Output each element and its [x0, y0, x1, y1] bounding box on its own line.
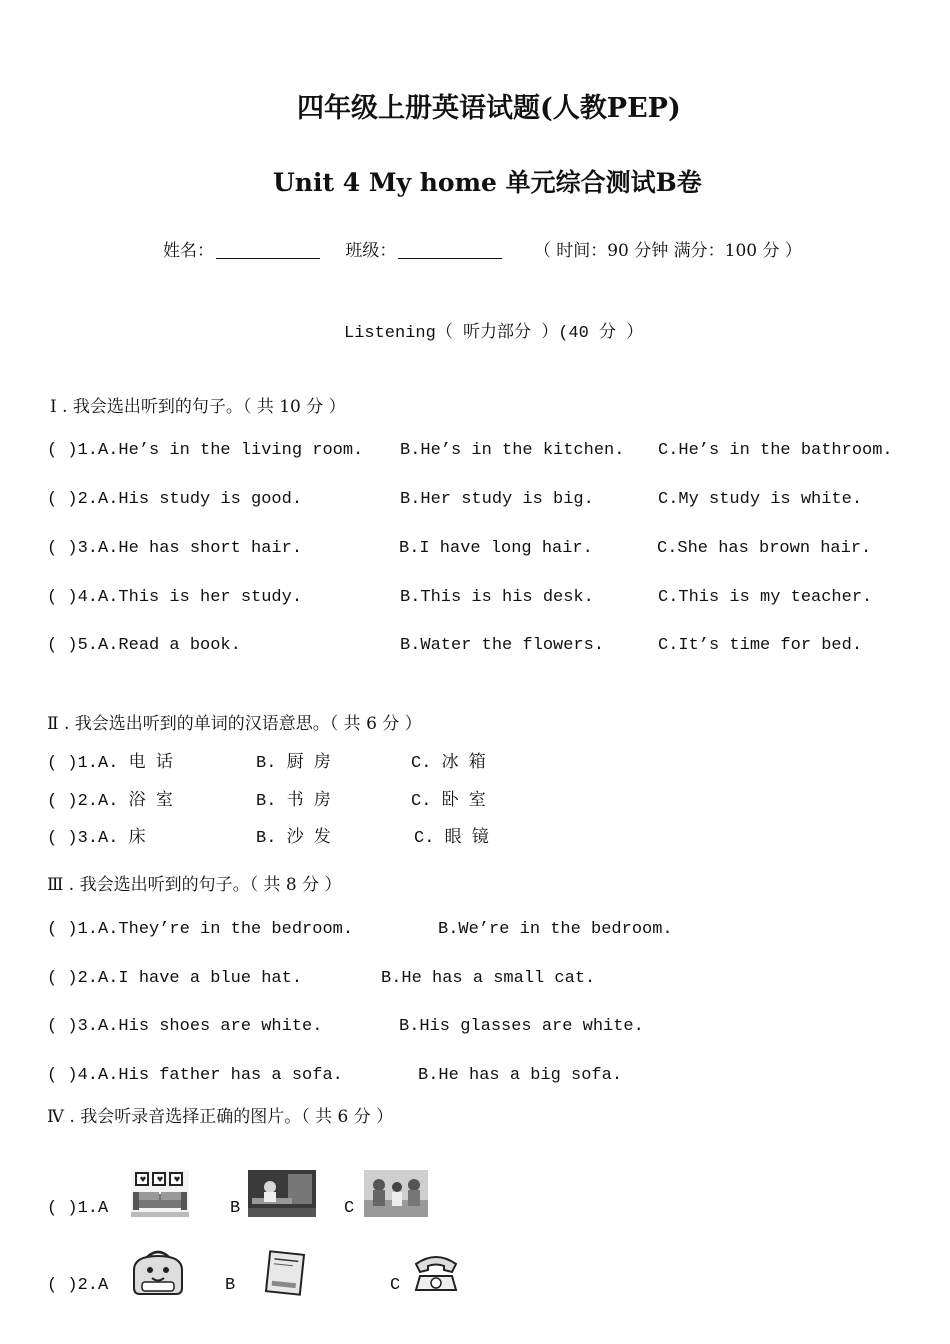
s1-q2-b: B.Her study is big.	[400, 490, 594, 509]
s2-q3: ( )3.A. 床	[47, 829, 146, 848]
s1-q1: ( )1.A.He’s in the living room.	[47, 441, 364, 460]
s1-q2-c: C.My study is white.	[658, 490, 863, 509]
s3-q3: ( )3.A.His shoes are white.	[47, 1017, 323, 1036]
s2-q2-c: C. 卧 室	[411, 792, 486, 811]
s3-q4: ( )4.A.His father has a sofa.	[47, 1066, 343, 1085]
s4-q2-b: B	[225, 1276, 236, 1295]
name-label: 姓名：	[163, 241, 214, 261]
s1-q1-c: C.He’s in the bathroom.	[658, 441, 893, 460]
s3-q2: ( )2.A.I have a blue hat.	[47, 969, 303, 988]
s1-q4-b: B.This is his desk.	[400, 588, 594, 607]
book-icon	[262, 1250, 308, 1300]
s4-q1-c: C	[344, 1199, 355, 1218]
s3-q3-b: B.His glasses are white.	[399, 1017, 644, 1036]
s2-q2: ( )2.A. 浴 室	[47, 792, 173, 811]
s3-q1: ( )1.A.They’re in the bedroom.	[47, 920, 354, 939]
s2-q3-c: C. 眼 镜	[414, 829, 489, 848]
s2-q1-b: B. 厨 房	[256, 754, 331, 773]
s1-q2: ( )2.A.His study is good.	[47, 490, 303, 509]
s4-q1: ( )1.A	[47, 1199, 109, 1218]
section2-title: Ⅱ . 我会选出听到的单词的汉语意思。（ 共 6 分 ）	[47, 714, 422, 734]
s4-q2: ( )2.A	[47, 1276, 109, 1295]
living-room-icon	[131, 1170, 189, 1221]
s2-q3-b: B. 沙 发	[256, 829, 331, 848]
s1-q4: ( )4.A.This is her study.	[47, 588, 303, 607]
class-field[interactable]	[398, 240, 502, 259]
family-photo-icon	[364, 1170, 428, 1221]
s1-q4-c: C.This is my teacher.	[658, 588, 873, 607]
s2-q2-b: B. 书 房	[256, 792, 331, 811]
s2-q1: ( )1.A. 电 话	[47, 754, 173, 773]
s1-q3-b: B.I have long hair.	[399, 539, 593, 558]
study-photo-icon	[248, 1170, 316, 1221]
s1-q5-b: B.Water the flowers.	[400, 636, 605, 655]
s4-q2-c: C	[390, 1276, 401, 1295]
schoolbag-icon	[128, 1248, 188, 1300]
info-line	[163, 236, 802, 261]
s3-q2-b: B.He has a small cat.	[381, 969, 596, 988]
page-title: 四年级上册英语试题(人教PEP)	[297, 93, 681, 124]
page-subtitle: Unit 4 My home 单元综合测试B卷	[273, 168, 702, 197]
s1-q1-b: B.He’s in the kitchen.	[400, 441, 625, 460]
telephone-icon	[410, 1254, 462, 1298]
s1-q3: ( )3.A.He has short hair.	[47, 539, 303, 558]
section3-title: Ⅲ . 我会选出听到的句子。（ 共 8 分 ）	[47, 875, 342, 895]
s1-q5: ( )5.A.Read a book.	[47, 636, 241, 655]
s3-q4-b: B.He has a big sofa.	[418, 1066, 623, 1085]
s3-q1-b: B.We’re in the bedroom.	[438, 920, 673, 939]
section4-title: Ⅳ . 我会听录音选择正确的图片。（ 共 6 分 ）	[47, 1107, 394, 1127]
class-label: 班级：	[345, 241, 397, 261]
s1-q3-c: C.She has brown hair.	[657, 539, 872, 558]
s1-q5-c: C.It’s time for bed.	[658, 636, 863, 655]
s2-q1-c: C. 冰 箱	[411, 754, 486, 773]
s4-q1-b: B	[230, 1199, 241, 1218]
time-score: （ 时间：90 分钟 满分：100 分 ）	[533, 241, 802, 261]
name-field[interactable]	[216, 240, 320, 259]
listening-header: Listening（ 听力部分 ）(40 分 ）	[344, 324, 644, 343]
section1-title: Ⅰ . 我会选出听到的句子。（ 共 10 分 ）	[50, 397, 346, 417]
